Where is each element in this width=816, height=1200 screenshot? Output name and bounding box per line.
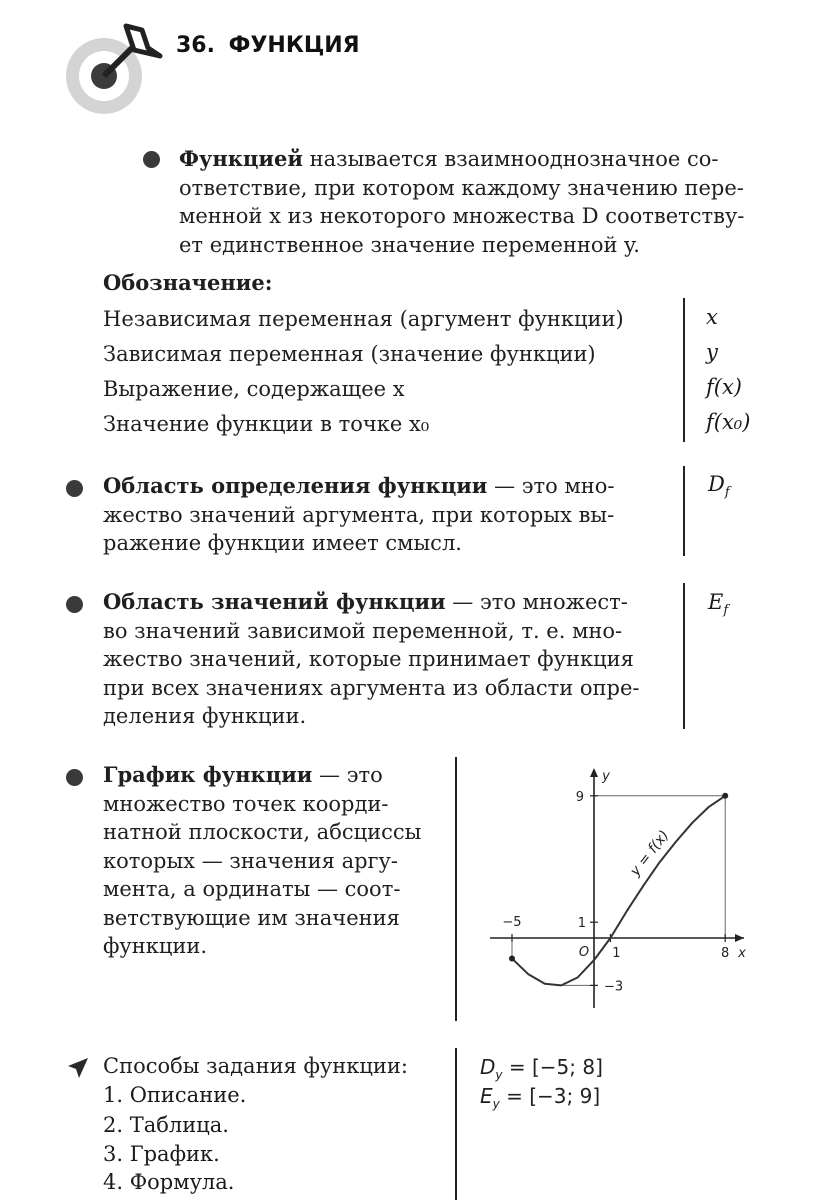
x-tick-label: 8 [721, 946, 730, 961]
bullet-icon [66, 769, 83, 786]
domain-line: ражение функции имеет смысл. [103, 531, 462, 555]
x-axis-label: x [738, 946, 746, 961]
domain-symbol: $D_f$ [708, 472, 730, 501]
definition-term: Функцией [179, 146, 303, 171]
origin-label: O [578, 945, 590, 960]
y-tick-label: 9 [575, 789, 584, 805]
graph-line: ветствующие им значения [103, 905, 400, 930]
bullet-icon [66, 596, 83, 613]
y-tick-label: −3 [604, 979, 624, 995]
target-arrow-icon [64, 18, 174, 118]
definition-line: ет единственное значение переменной y. [179, 232, 640, 257]
domain-line: жество значений аргумента, при которых вы- [103, 502, 615, 527]
section-number: 36. [176, 33, 215, 58]
notation-heading: Обозначение: [103, 270, 273, 295]
arrow-pointer-icon [66, 1056, 90, 1080]
section-title-text: ФУНКЦИЯ [228, 33, 360, 58]
endpoint-right [722, 793, 728, 799]
methods-item: 2. Таблица. [103, 1113, 229, 1137]
methods-item: 3. График. [103, 1142, 220, 1166]
curve-label: y = f(x) [627, 827, 673, 880]
notation-row: Значение функции в точке x₀ [103, 412, 430, 436]
methods-heading: Способы задания функции: [103, 1054, 408, 1078]
notation-divider [683, 298, 685, 442]
y-axis-label: y [602, 769, 610, 784]
function-graph [460, 758, 760, 1018]
methods-divider [455, 1048, 457, 1200]
range-line: во значений зависимой переменной, т. е. мно- [103, 618, 623, 643]
bullet-icon [66, 480, 83, 497]
notation-symbol: f(x₀) [706, 410, 751, 434]
methods-item: 1. Описание. [103, 1083, 247, 1107]
range-line: деления функции. [103, 704, 307, 728]
definition-paragraph [179, 145, 759, 259]
notation-row: Зависимая переменная (значение функции) [103, 342, 596, 366]
notation-symbol: y [706, 340, 718, 364]
endpoint-left [509, 956, 515, 962]
definition-line: ответствие, при котором каждому значению пере- [179, 175, 744, 200]
bullet-icon [143, 151, 160, 168]
graph-axes [490, 768, 746, 1008]
graph-line: которых — значения аргу- [103, 848, 398, 873]
x-tick-label: −5 [502, 915, 522, 930]
graph-line: мента, а ординаты — соот- [103, 877, 401, 901]
methods-item: 4. Формула. [103, 1170, 235, 1194]
graph-line: функции. [103, 934, 208, 958]
section-title [176, 33, 360, 58]
definition-line: называется взаимнооднозначное со- [302, 147, 719, 171]
range-paragraph [103, 588, 673, 731]
graph-divider [455, 757, 457, 1021]
notation-symbol: x [706, 305, 718, 329]
graph-line: множество точек коорди- [103, 791, 389, 816]
range-term: Область значений функции [103, 589, 446, 614]
definition-line: менной x из некоторого множества D соответству- [179, 204, 745, 228]
range-line: — это множест- [445, 590, 628, 614]
y-axis-arrow [590, 768, 598, 777]
x-axis-arrow [735, 934, 744, 942]
range-symbol: $E_f$ [708, 590, 729, 619]
graph-line: натной плоскости, абсциссы [103, 820, 422, 844]
domain-paragraph [103, 472, 673, 558]
graph-paragraph [103, 761, 438, 961]
range-line: жество значений, которые принимает функция [103, 647, 634, 671]
graph-line: — это [312, 763, 383, 787]
notation-symbol: f(x) [706, 375, 743, 399]
graph-term: График функции [103, 762, 313, 787]
domain-divider [683, 466, 685, 556]
x-tick-label: 1 [612, 946, 621, 961]
y-tick-label: 1 [577, 916, 586, 932]
range-divider [683, 583, 685, 729]
notation-row: Независимая переменная (аргумент функции) [103, 307, 624, 331]
domain-term: Область определения функции [103, 473, 488, 498]
notation-row: Выражение, содержащее x [103, 377, 405, 401]
range-line: при всех значениях аргумента из области опре- [103, 675, 640, 700]
domain-line: — это мно- [487, 474, 615, 498]
example-domain: $D_y = [-5$; 8] [480, 1055, 603, 1082]
example-range: $E_y = [-3$; 9] [480, 1084, 601, 1111]
